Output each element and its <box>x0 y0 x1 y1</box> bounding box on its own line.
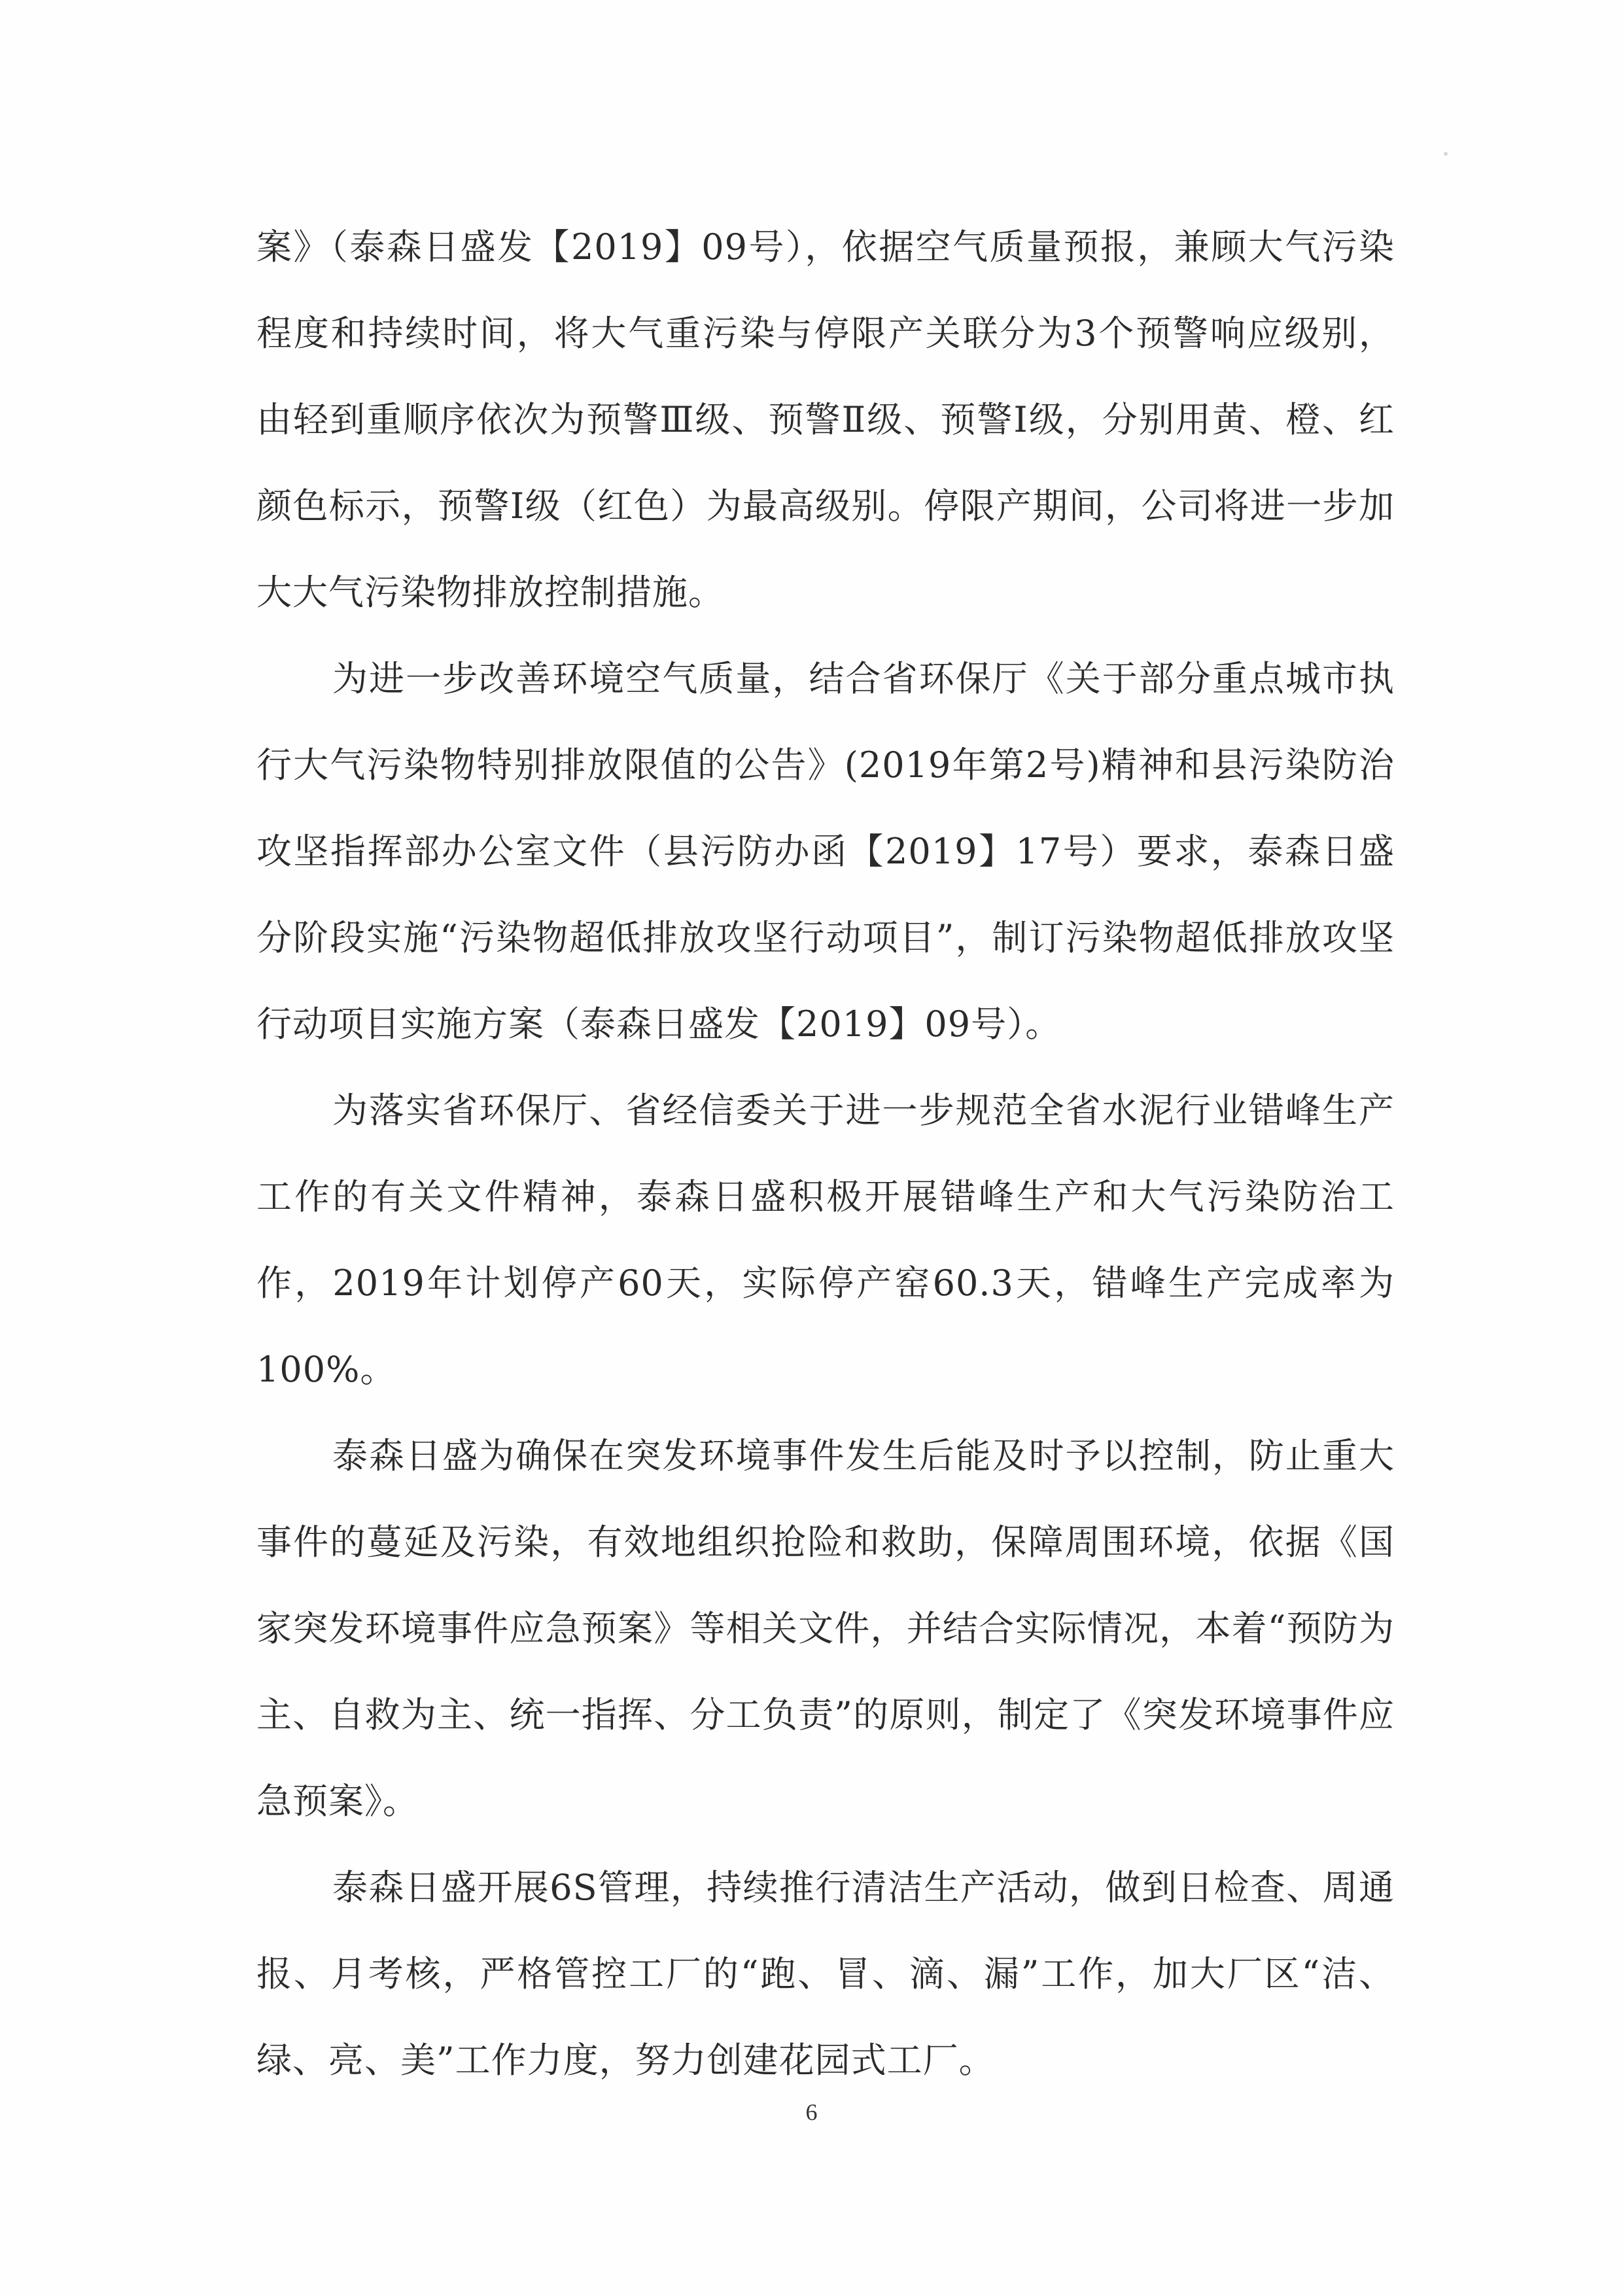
paragraph-4: 泰森日盛为确保在突发环境事件发生后能及时予以控制，防止重大事件的蔓延及污染，有效地组织抢险和救助，保障周围环境，依据《国家突发环境事件应急预案》等相关文件，并结合实际情况，本着“预防为主、自救为主、统一指挥、分工负责”的原则，制定了《突发环境事件应急预案》。 <box>256 1435 1395 1822</box>
document-body <box>256 204 1395 2104</box>
paragraph-2: 为进一步改善环境空气质量，结合省环保厅《关于部分重点城市执行大气污染物特别排放限值的公告》(2019年第2号)精神和县污染防治攻坚指挥部办公室文件（县污防办函【2019】17号）要求，泰森日盛分阶段实施“污染物超低排放攻坚行动项目”，制订污染物超低排放攻坚行动项目实施方案（泰森日盛发【2019】09号）。 <box>256 658 1395 1045</box>
page-number: 6 <box>805 2099 818 2125</box>
paragraph-3: 为落实省环保厅、省经信委关于进一步规范全省水泥行业错峰生产工作的有关文件精神，泰森日盛积极开展错峰生产和大气污染防治工作，2019年计划停产60天，实际停产窑60.3天，错峰生产完成率为100%。 <box>256 1090 1395 1390</box>
scan-speck <box>1444 152 1448 156</box>
paragraph-1: 案》（泰森日盛发【2019】09号），依据空气质量预报，兼顾大气污染程度和持续时间，将大气重污染与停限产关联分为3个预警响应级别，由轻到重顺序依次为预警Ⅲ级、预警Ⅱ级、预警Ⅰ级，分别用黄、橙、红颜色标示，预警Ⅰ级（红色）为最高级别。停限产期间，公司将进一步加大大气污染物排放控制措施。 <box>256 226 1395 613</box>
paragraph-5: 泰森日盛开展6S管理，持续推行清洁生产活动，做到日检查、周通报、月考核，严格管控工厂的“跑、冒、滴、漏”工作，加大厂区“洁、绿、亮、美”工作力度，努力创建花园式工厂。 <box>256 1867 1395 2081</box>
